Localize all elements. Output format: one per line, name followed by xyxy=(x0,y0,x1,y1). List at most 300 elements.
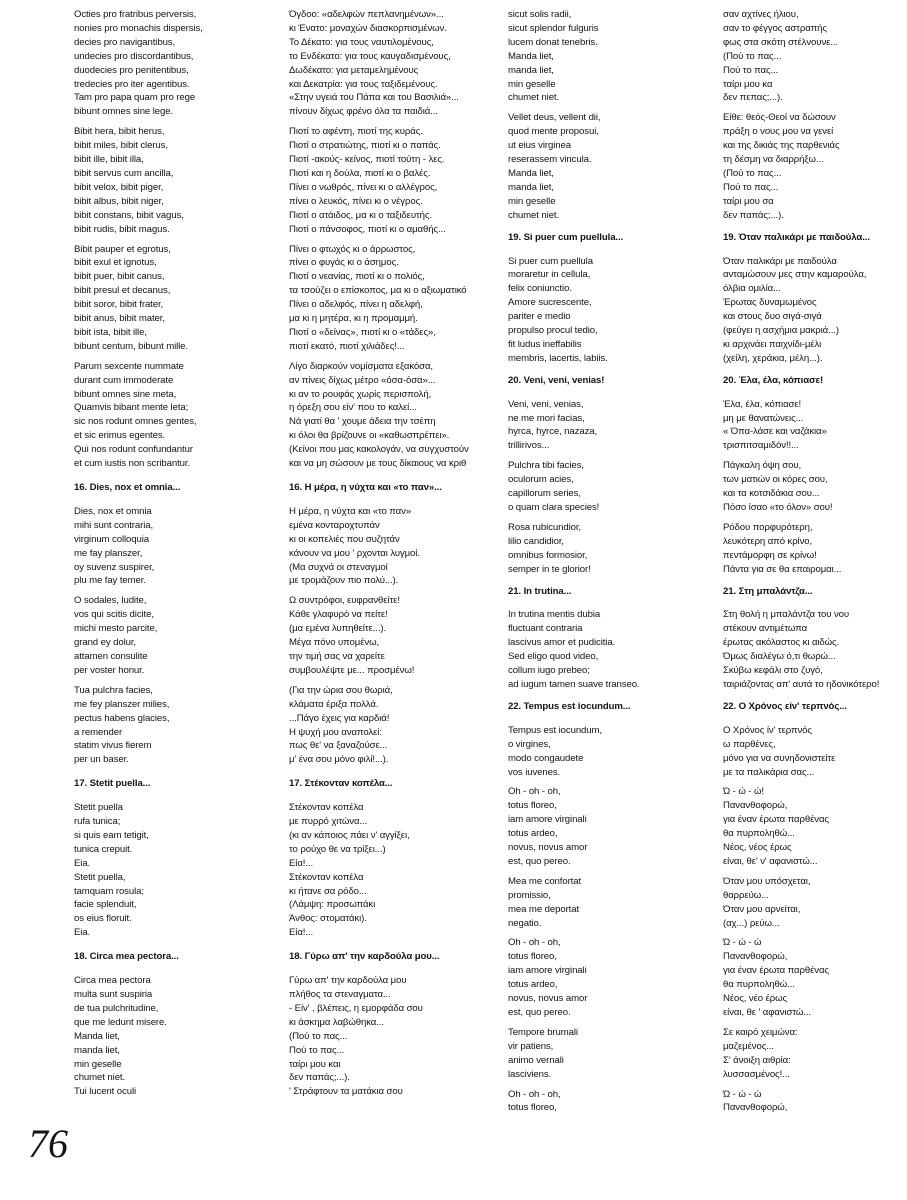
verse-line: κι αν το ρουφάς χωρίς περισπολή, xyxy=(289,388,432,400)
stanza xyxy=(74,801,274,940)
verse-line: totus ardeo, xyxy=(508,979,558,991)
stanza xyxy=(74,243,274,354)
verse-line: Όταν μου υπόσχεται, xyxy=(723,875,811,887)
verse-line: κι άσκημα λαβώθηκα... xyxy=(289,1016,384,1028)
verse-line: bibunt omnes sine meta, xyxy=(74,388,177,400)
verse-line: manda liet, xyxy=(74,1044,120,1056)
verse-line: est, quo pereo. xyxy=(508,855,571,867)
stanza xyxy=(508,785,708,868)
verse-line: Bibit hera, bibit herus, xyxy=(74,126,165,138)
stanza xyxy=(723,608,903,691)
verse-line: Oh - oh - oh, xyxy=(508,1088,561,1100)
verse-line: φως στα σκότη στέλνουνε... xyxy=(723,36,839,48)
verse-line: ταίρι μου κα xyxy=(723,78,773,90)
verse-line: Ώ - ώ - ώ xyxy=(723,1088,762,1100)
verse-line: Πιοτί ο ατάιδος, μα κι ο ταξιδευτής. xyxy=(289,209,432,221)
verse-line: durant cum immoderate xyxy=(74,374,174,386)
verse-line: Νά γιατί θα ' χουμε άδεια την τσέπη xyxy=(289,416,436,428)
verse-line: o virgines, xyxy=(508,738,551,750)
verse-line: δεν πεπας;...). xyxy=(723,92,783,104)
verse-line: totus ardeo, xyxy=(508,828,558,840)
verse-line: Πανανθοφορώ, xyxy=(723,1102,788,1114)
stanza xyxy=(289,684,489,767)
verse-line: ταίρι μου σα xyxy=(723,195,774,207)
verse-line: felix coniunctio. xyxy=(508,283,572,295)
stanza xyxy=(289,360,489,471)
verse-line: μαζεμένος... xyxy=(723,1040,774,1052)
stanza xyxy=(508,875,708,931)
verse-line: tredecies pro iter agentibus. xyxy=(74,78,190,90)
verse-line: Όταν παλικάρι με παιδούλα xyxy=(723,255,837,267)
verse-line: Eia. xyxy=(74,927,91,939)
verse-line: virginum colloquia xyxy=(74,533,149,545)
verse-line: τρισπιτσαμιδόν!!... xyxy=(723,440,799,452)
verse-line: Στη θολή η μπαλάντζα του νου xyxy=(723,609,850,621)
section-heading: 22. Ο Χρόνος είν' τερπνός... xyxy=(723,700,847,712)
stanza xyxy=(723,724,903,780)
stanza xyxy=(723,875,903,931)
verse-line: Το Δέκατο: για τους ναυτιλομένους, xyxy=(289,36,434,48)
verse-line: ανταμώσουν μες στην καμαρούλα, xyxy=(723,269,867,281)
verse-line: Manda liet, xyxy=(74,1030,120,1042)
verse-line: Tui lucent oculi xyxy=(74,1086,137,1098)
verse-line: Circa mea pectora xyxy=(74,975,151,987)
verse-line: hyrca, hyrce, nazaza, xyxy=(508,426,598,438)
verse-line: lilio candidior, xyxy=(508,535,564,547)
verse-line: Η μέρα, η νύχτα και «το παν» xyxy=(289,505,412,517)
verse-line: Όταν μου αρνείται, xyxy=(723,903,801,915)
verse-line: (Λάμψη: προσωπάκι xyxy=(289,899,376,911)
verse-line: lasciviens. xyxy=(508,1068,552,1080)
verse-line: (Μα συχνά οι στεναγμοί xyxy=(289,561,388,573)
section-heading: 17. Στέκονταν κοπέλα... xyxy=(289,778,393,790)
verse-line: min geselle xyxy=(74,1058,122,1070)
verse-line: συμβουλέψτε με... προσμένω! xyxy=(289,664,415,676)
verse-line: «Στην υγειά του Πάπα και του Βασιλιά»... xyxy=(289,92,459,104)
verse-line: Tua pulchra facies, xyxy=(74,684,153,696)
verse-line: Tempus est iocundum, xyxy=(508,724,602,736)
verse-line: undecies pro discordantibus, xyxy=(74,50,194,62)
verse-line: chumet niet. xyxy=(508,209,560,221)
verse-line: Ώ - ώ - ώ xyxy=(723,937,762,949)
page-number: 76 xyxy=(28,1121,68,1166)
verse-line: Πόσο ίσαο «το όλον» σου! xyxy=(723,502,833,513)
verse-line: bibit albus, bibit niger, xyxy=(74,195,164,207)
section-heading: 21. In trutina... xyxy=(508,585,572,597)
verse-line: totus floreo, xyxy=(508,1102,557,1114)
verse-line: και της δικιάς της παρθενιάς xyxy=(723,140,840,152)
verse-line: σαν αχτίνες ήλιου, xyxy=(723,9,799,20)
verse-line: εμένα κονταροχτυπάν xyxy=(289,519,380,531)
verse-line: (Πού το πας... xyxy=(723,167,782,179)
verse-line: Tempore brumali xyxy=(508,1026,578,1038)
section-heading: 19. Si puer cum puellula... xyxy=(508,231,624,243)
verse-line: bibit velox, bibit piger, xyxy=(74,181,164,193)
verse-line: την τιμή σας να χαρείτε xyxy=(289,650,385,662)
stanza xyxy=(74,360,274,471)
verse-line: το Ενδέκατο: για τους καυγαδισμένους, xyxy=(289,50,451,62)
verse-line: lucem donat tenebris. xyxy=(508,36,598,48)
verse-line: Πού το πας... xyxy=(289,1044,345,1056)
verse-line: κάνουν να μου ' ρχονται λυγμοί. xyxy=(289,547,420,559)
verse-line: Εία!... xyxy=(289,927,314,939)
stanza xyxy=(508,111,708,222)
verse-line: Σ' άνοιξη αιθρία: xyxy=(723,1054,791,1066)
verse-line: λυσσασμένος!... xyxy=(723,1068,790,1080)
verse-line: Oh - oh - oh, xyxy=(508,937,561,949)
verse-line: In trutina mentis dubia xyxy=(508,609,601,621)
verse-line: κι ήτανε σα ρόδο... xyxy=(289,885,367,897)
verse-line: collum iugo prebeo; xyxy=(508,665,590,677)
stanza xyxy=(74,684,274,767)
verse-line: os eius floruit. xyxy=(74,913,132,925)
verse-line: Έλα, έλα, κόπιασε! xyxy=(723,398,802,410)
verse-line: o quam clara species! xyxy=(508,502,600,513)
verse-line: Πιοτί το αφέντη, πιοτί της κυράς. xyxy=(289,126,423,138)
verse-line: Κάθε γλαφυρό να πείτε! xyxy=(289,609,388,621)
verse-line: Σε καιρό χειμώνα: xyxy=(723,1026,798,1038)
verse-line: omnibus formosior, xyxy=(508,549,588,561)
verse-line: Qui nos rodunt confundantur xyxy=(74,444,193,456)
verse-line: novus, novus amor xyxy=(508,842,588,854)
column-3 xyxy=(508,8,708,1121)
stanza xyxy=(723,936,903,1019)
verse-line: Πιοτί και η δούλα, πιοτί κι ο βαλές. xyxy=(289,167,431,179)
verse-line: Πίνει ο φτωχός κι ο άρρωστος, xyxy=(289,243,416,255)
verse-line: Mea me confortat xyxy=(508,875,582,887)
verse-line: membris, lacertis, labiis. xyxy=(508,352,608,364)
stanza xyxy=(289,974,489,1099)
verse-line: Δωδέκατο: για μεταμελημένους xyxy=(289,64,419,76)
verse-line: (φεύγει η ασχήμια μακριά...) xyxy=(723,325,839,337)
verse-line: Μέγα πόνο υπομένω, xyxy=(289,637,380,649)
verse-line: decies pro navigantibus, xyxy=(74,36,176,48)
verse-line: nonies pro monachis dispersis, xyxy=(74,22,203,34)
verse-line: Είθε: θεός-Θεοί να δώσουν xyxy=(723,112,836,124)
section-heading: 17. Stetit puella... xyxy=(74,778,151,790)
verse-line: Octies pro fratribus perversis, xyxy=(74,9,197,20)
verse-line: bibit anus, bibit mater, xyxy=(74,313,165,325)
stanza xyxy=(289,801,489,940)
verse-line: κι Ένατο: μοναχών διασκορπισμένων. xyxy=(289,22,447,34)
verse-line: πως θε' να ξαναζούσε... xyxy=(289,740,388,752)
verse-line: Manda liet, xyxy=(508,50,554,62)
verse-line: fit ludus ineffabilis xyxy=(508,338,582,350)
section-heading: 21. Στη μπαλάντζα... xyxy=(723,585,813,597)
verse-line: είναι, θε' ν' αφανιστώ... xyxy=(723,855,818,867)
verse-line: Stetit puella, xyxy=(74,871,126,883)
verse-line: Πιοτί ο στρατιώτης, πιοτί κι ο παπάς. xyxy=(289,140,441,152)
verse-line: Πού το πας... xyxy=(723,64,779,76)
stanza xyxy=(74,8,274,119)
verse-line: και να μη σώσουν με τους δίκαιους να κριθ xyxy=(289,458,467,470)
verse-line: ω παρθένες, xyxy=(723,738,776,750)
verse-line: Amore sucrescente, xyxy=(508,297,592,309)
section-heading: 16. Η μέρα, η νύχτα και «το παν»... xyxy=(289,482,442,493)
verse-line: με τρομάζουν πιο πολύ...). xyxy=(289,575,399,587)
verse-line: bibit rudis, bibit magus. xyxy=(74,223,170,235)
verse-line: grand ey dolur, xyxy=(74,637,136,649)
verse-line: manda liet, xyxy=(508,64,554,76)
verse-line: δεν παπάς;...). xyxy=(289,1072,350,1084)
verse-line: bibunt omnes sine lege. xyxy=(74,106,174,118)
verse-line: Vellet deus, vellent dii, xyxy=(508,112,601,124)
verse-line: (Πού το πας... xyxy=(723,50,782,62)
verse-line: statim vivus fierem xyxy=(74,740,152,752)
verse-line: sic nos rodunt omnes gentes, xyxy=(74,416,197,428)
column-4 xyxy=(723,8,903,1121)
stanza xyxy=(74,594,274,677)
verse-line: « Όπα-λάσε και ναζάκια» xyxy=(723,426,827,438)
verse-line: modo congaudete xyxy=(508,752,584,764)
verse-line: de tua pulchritudine, xyxy=(74,1002,159,1014)
verse-line: Stetit puella xyxy=(74,802,123,814)
verse-line: Στέκονταν κοπέλα xyxy=(289,871,364,883)
verse-line: bibit exul et ignotus, xyxy=(74,257,157,269)
verse-line: ...Πάγο έχεις για καρδιά! xyxy=(289,712,390,724)
verse-line: Eia. xyxy=(74,857,91,869)
verse-line: Νέος, νέος έρως xyxy=(723,842,792,854)
verse-line: promissio, xyxy=(508,889,551,901)
verse-line: Ώ - ώ - ώ! xyxy=(723,786,764,798)
stanza xyxy=(508,936,708,1019)
verse-line: και Δεκατρία: για τους ταξιδεμένους. xyxy=(289,78,438,90)
verse-line: Νέος, νέο έρως xyxy=(723,993,788,1005)
stanza xyxy=(289,243,489,354)
stanza xyxy=(723,785,903,868)
stanza xyxy=(723,459,903,515)
verse-line: oculorum acies, xyxy=(508,474,574,486)
verse-line: propulso procul tedio, xyxy=(508,325,598,337)
verse-line: bibit ille, bibit illa, xyxy=(74,154,144,166)
verse-line: a remender xyxy=(74,726,123,738)
verse-line: Σκύβω κεφάλι στο ζυγό, xyxy=(723,665,823,677)
stanza xyxy=(723,8,903,105)
verse-line: bibit puer, bibit canus, xyxy=(74,271,165,283)
verse-line: Πάγκαλη όψη σου, xyxy=(723,460,802,472)
verse-line: trillirivos... xyxy=(508,440,550,452)
verse-line: rufa tunica; xyxy=(74,816,121,828)
verse-line: με πυρρό χιτώνα... xyxy=(289,816,368,828)
stanza xyxy=(723,111,903,222)
verse-line: Dies, nox et omnia xyxy=(74,505,152,517)
verse-line: bibit miles, bibit clerus, xyxy=(74,140,168,152)
stanza xyxy=(723,255,903,366)
stanza xyxy=(508,1088,708,1116)
stanza xyxy=(508,608,708,691)
stanza xyxy=(289,594,489,677)
verse-line: facie splenduit, xyxy=(74,899,137,911)
verse-line: tamquam rosula; xyxy=(74,885,144,897)
verse-line: totus floreo, xyxy=(508,951,557,963)
verse-line: και τα κοτσιδάκια σου... xyxy=(723,488,820,500)
verse-line: Oh - oh - oh, xyxy=(508,786,561,798)
verse-line: chumet niet. xyxy=(74,1072,126,1084)
verse-line: bibit ista, bibit ille, xyxy=(74,326,147,338)
verse-line: moraretur in cellula, xyxy=(508,269,591,281)
verse-line: bibit servus cum ancilla, xyxy=(74,167,174,179)
verse-line: vir patiens, xyxy=(508,1040,554,1052)
verse-line: sicut splendor fulguris xyxy=(508,22,599,34)
verse-line: Πιοτί ο νεανίας, πιοτί κι ο πολιός, xyxy=(289,271,425,283)
verse-line: Pulchra tibi facies, xyxy=(508,460,584,472)
stanza xyxy=(508,724,708,780)
verse-line: min geselle xyxy=(508,195,556,207)
verse-line: θαρρεύω... xyxy=(723,889,769,901)
verse-line: vos iuvenes. xyxy=(508,766,561,778)
verse-line: με τα παλικάρια σας... xyxy=(723,766,815,778)
verse-line: (Κείνοι που μας κακολογάν, να συγχυστούν xyxy=(289,444,469,456)
stanza xyxy=(508,459,708,515)
verse-line: θα πυρποληθώ... xyxy=(723,979,795,991)
verse-line: ' Στράφτουν τα ματάκια σου xyxy=(289,1086,403,1098)
stanza xyxy=(74,974,274,1099)
verse-line: κλάματα έριξα πολλά. xyxy=(289,698,379,710)
verse-line: πεντάμορφη σε κρίνω! xyxy=(723,549,817,561)
verse-line: για έναν έρωτα παρθένας xyxy=(723,965,829,977)
section-heading: 20. Veni, veni, venias! xyxy=(508,374,605,386)
stanza xyxy=(723,398,903,454)
section-heading: 22. Tempus est iocundum... xyxy=(508,700,631,712)
verse-line: Ο Χρόνος ίν' τερπνός xyxy=(723,724,812,736)
verse-line: Ω συντρόφοι, ευφρανθείτε! xyxy=(289,595,400,607)
verse-line: mihi sunt contraria, xyxy=(74,519,154,531)
verse-line: Parum sexcente nummate xyxy=(74,360,184,372)
verse-line: O sodales, ludite, xyxy=(74,595,147,607)
verse-line: Quamvis bibant mente leta; xyxy=(74,402,189,414)
verse-line: δεν παπάς;...). xyxy=(723,209,784,221)
stanza xyxy=(289,505,489,588)
verse-line: Πιοτί ο «δείνας», πιοτί κι ο «τάδες», xyxy=(289,326,436,338)
verse-line: το ρούχο θε να τρίξει...) xyxy=(289,843,386,855)
verse-line: Manda liet, xyxy=(508,167,554,179)
verse-line: per un baser. xyxy=(74,754,129,766)
verse-line: (κι αν κάποιος πάει ν' αγγίξει, xyxy=(289,829,410,841)
verse-line: oy suvenz suspirer, xyxy=(74,561,155,573)
verse-line: πίνει ο λευκός, πίνει κι ο νέγρος. xyxy=(289,195,423,207)
verse-line: ταίρι μου και xyxy=(289,1058,341,1070)
verse-line: semper in te glorior! xyxy=(508,563,591,575)
section-heading: 16. Dies, nox et omnia... xyxy=(74,482,181,493)
verse-line: Έρωτας δυναμωμένος xyxy=(723,297,817,309)
verse-line: Si puer cum puellula xyxy=(508,255,593,267)
section-heading: 18. Circa mea pectora... xyxy=(74,951,179,963)
verse-line: ne me mori facias, xyxy=(508,412,585,424)
verse-line: (Για την ώρια σου θωριά, xyxy=(289,684,393,696)
verse-line: Bibit pauper et egrotus, xyxy=(74,243,171,255)
stanza xyxy=(74,505,274,588)
verse-line: μόνο για να συνηδονιστείτε xyxy=(723,752,836,764)
verse-line: Γύρω απ' την καρδούλα μου xyxy=(289,975,407,987)
verse-line: fluctuant contraria xyxy=(508,623,583,635)
verse-line: ταιριάζοντας απ' αυτά το ηδονικότερο! xyxy=(723,678,880,690)
stanza xyxy=(289,8,489,119)
verse-line: θα πυρποληθώ... xyxy=(723,828,795,840)
verse-line: bibit soror, bibit frater, xyxy=(74,299,164,311)
section-heading: 20. Έλα, έλα, κόπιασε! xyxy=(723,374,824,386)
verse-line: bibunt centum, bibunt mille. xyxy=(74,340,188,352)
verse-line: Tam pro papa quam pro rege xyxy=(74,92,196,104)
verse-line: duodecies pro penitentibus, xyxy=(74,64,189,76)
verse-line: sicut solis radii, xyxy=(508,9,572,20)
verse-line: για έναν έρωτα παρθένας xyxy=(723,814,829,826)
stanza xyxy=(74,125,274,236)
verse-line: πίνει ο φυγάς κι ο άσημος. xyxy=(289,257,399,269)
verse-line: λευκότερη από κρίνο, xyxy=(723,535,813,547)
verse-line: (χείλη, χεράκια, μέλη...). xyxy=(723,352,823,364)
verse-line: est, quo pereo. xyxy=(508,1007,571,1018)
verse-line: Πάντα για σε θα επαιρομαι... xyxy=(723,563,842,575)
verse-line: κι όλοι θα βρίζουνε οι «καθωσπρέπει». xyxy=(289,430,450,442)
verse-line: ut eius virginea xyxy=(508,140,571,152)
verse-line: chumet niet. xyxy=(508,92,560,104)
verse-line: μα κι η μητέρα, κι η προμαμμή. xyxy=(289,313,418,325)
verse-line: Η ψυχή μου αναπολεί: xyxy=(289,726,382,738)
verse-line: reserassem vincula. xyxy=(508,154,592,166)
verse-line: iam amore virginali xyxy=(508,814,587,826)
verse-line: πλήθος τα στεναγματα... xyxy=(289,989,391,1000)
verse-line: mea me deportat xyxy=(508,903,580,915)
verse-line: Ρόδου πορφυρότερη, xyxy=(723,521,813,533)
stanza xyxy=(508,398,708,454)
verse-line: iam amore virginali xyxy=(508,965,587,977)
verse-line: bibit presul et decanus, xyxy=(74,285,171,297)
verse-line: ad iugum tamen suave transeo. xyxy=(508,678,640,690)
verse-line: αν πίνεις δίχως μέτρο «όσα-όσα»... xyxy=(289,374,436,386)
stanza xyxy=(508,1026,708,1082)
verse-line: per voster honur. xyxy=(74,664,145,676)
verse-line: capillorum series, xyxy=(508,488,581,500)
verse-line: Πίνει ο νωθρός, πίνει κι ο αλλέγρος, xyxy=(289,181,438,193)
verse-line: si quis eam tetigit, xyxy=(74,829,149,841)
verse-line: έρωτας ακόλαστος κι αιδώς. xyxy=(723,637,840,649)
verse-line: Άνθος: στοματάκι). xyxy=(289,913,367,925)
verse-line: lascivus amor et pudicitia. xyxy=(508,637,616,649)
verse-line: Πανανθοφορώ, xyxy=(723,800,788,812)
verse-line: Πανανθοφορώ, xyxy=(723,951,788,963)
verse-line: τη δέσμη να διαρρήξω... xyxy=(723,154,824,166)
section-heading: 18. Γύρω απ' την καρδούλα μου... xyxy=(289,951,440,963)
stanza xyxy=(723,1088,903,1116)
verse-line: Στέκονταν κοπέλα xyxy=(289,802,364,814)
verse-line: μ' ένα σου μόνο φιλί!...). xyxy=(289,754,389,766)
verse-line: στέκουν αντιμέτωπα xyxy=(723,623,808,635)
stanza xyxy=(508,521,708,577)
verse-line: min geselle xyxy=(508,78,556,90)
stanza xyxy=(723,521,903,577)
verse-line: negatio. xyxy=(508,917,542,929)
verse-line: μη με θανατώνεις... xyxy=(723,412,804,424)
verse-line: των ματιών οι κόρες σου, xyxy=(723,474,828,486)
verse-line: novus, novus amor xyxy=(508,993,588,1005)
verse-line: Rosa rubicundior, xyxy=(508,521,581,533)
verse-line: η όρεξη σου είν' που το καλεί... xyxy=(289,402,417,414)
verse-line: me fay planszer, xyxy=(74,547,143,559)
verse-line: Πού το πας... xyxy=(723,181,779,193)
verse-line: tunica crepuit. xyxy=(74,843,133,855)
verse-line: que me ledunt misere. xyxy=(74,1016,167,1028)
verse-line: όλβια ομιλία... xyxy=(723,283,781,295)
verse-line: πιοτί εκατό, πιοτί χιλιάδες!... xyxy=(289,340,405,352)
verse-line: totus floreo, xyxy=(508,800,557,812)
verse-line: είναι, θε ' αφανιστώ... xyxy=(723,1007,811,1018)
verse-line: Εία!... xyxy=(289,857,314,869)
verse-line: vos qui scitis dicite, xyxy=(74,609,154,621)
stanza xyxy=(289,125,489,236)
verse-line: (μα εμένα λυπηθείτε...). xyxy=(289,623,387,635)
stanza xyxy=(723,1026,903,1082)
verse-line: multa sunt suspiria xyxy=(74,989,153,1000)
